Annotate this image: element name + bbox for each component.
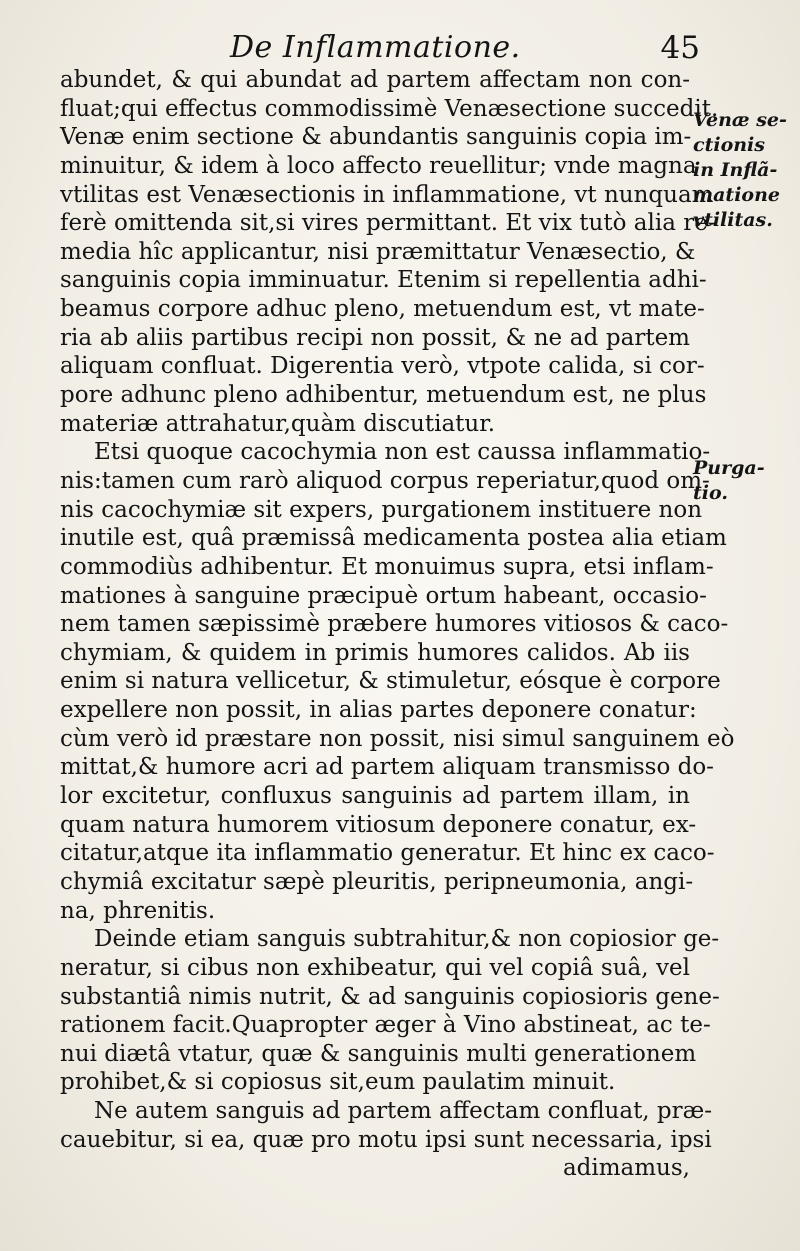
text-line: Deinde etiam sanguis subtrahitur,& non copiosior ge- (94, 926, 720, 953)
text-line: nui diætâ vtatur, quæ & sanguinis multi generationem (60, 1040, 697, 1067)
text-line: materiæ attrahatur,quàm discutiatur. (60, 410, 496, 437)
text-line: ferè omittenda sit,si vires permittant. Et vix tutò alia re- (60, 210, 716, 237)
text-line: enim si natura vellicetur, & stimuletur, eósque è corpore (60, 668, 721, 695)
text-line: Ne autem sanguis ad partem affectam confluat, præ- (94, 1098, 713, 1125)
text-line: media hîc applicantur, nisi præmittatur Venæsectio, & (60, 238, 696, 265)
text-line: substantiâ nimis nutrit, & ad sanguinis copiosioris gene- (60, 983, 720, 1010)
text-line: ria ab aliis partibus recipi non possit, & ne ad partem (60, 324, 690, 351)
text-line: lor excitetur, confluxus sanguinis ad partem illam, in (60, 783, 690, 810)
text-line: commodiùs adhibentur. Et monuimus supra, etsi inflam- (60, 553, 714, 580)
text-line: fluat;qui effectus commodissimè Venæsectione succedit. (60, 95, 719, 122)
text-line: cùm verò id præstare non possit, nisi simul sanguinem eò (60, 725, 735, 752)
text-line: mationes à sanguine præcipuè ortum habeant, occasio- (60, 582, 707, 609)
text-line: nis cacochymiæ sit expers, purgationem instituere non (60, 496, 703, 523)
margin-note-line: Venæ se- (693, 109, 787, 131)
text-line: beamus corpore adhuc pleno, metuendum est, vt mate- (60, 296, 705, 323)
text-line: expellere non possit, in alias partes deponere conatur: (60, 697, 697, 724)
text-line: adimamus, (562, 1155, 690, 1182)
text-line: sanguinis copia imminuatur. Etenim si repellentia adhi- (60, 267, 707, 294)
margin-note-line: vtilitas. (693, 209, 773, 231)
text-line: aliquam confluat. Digerentia verò, vtpote calida, si cor- (60, 353, 705, 380)
page-number: 45 (660, 30, 700, 66)
text-line: na, phrenitis. (60, 897, 216, 924)
running-title: De Inflammatione. (230, 30, 521, 65)
text-line: minuitur, & idem à loco affecto reuellitur; vnde magna (60, 152, 697, 179)
margin-note-line: tio. (693, 482, 728, 504)
text-line: pore adhunc pleno adhibentur, metuendum est, ne plus (60, 382, 707, 409)
text-line: prohibet,& si copiosus sit,eum paulatim minuit. (60, 1069, 616, 1096)
text-line: inutile est, quâ præmissâ medicamenta postea alia etiam (60, 525, 727, 552)
margin-note-line: ctionis (693, 134, 765, 156)
text-line: cauebitur, si ea, quæ pro motu ipsi sunt necessaria, ipsi (60, 1126, 712, 1153)
text-line: Venæ enim sectione & abundantis sanguinis copia im- (60, 124, 692, 151)
margin-note-line: in Inflã- (693, 159, 778, 181)
text-line: citatur,atque ita inflammatio generatur. Et hinc ex caco- (60, 840, 715, 867)
text-line: chymiam, & quidem in primis humores calidos. Ab iis (60, 639, 690, 666)
text-line: abundet, & qui abundat ad partem affectam non con- (60, 67, 690, 93)
margin-note-line: matione (693, 184, 780, 206)
text-line: vtilitas est Venæsectionis in inflammatione, vt nunquam (60, 181, 714, 208)
text-line: nem tamen sæpissimè præbere humores vitiosos & caco- (60, 611, 729, 638)
text-line: mittat,& humore acri ad partem aliquam transmisso do- (60, 754, 714, 781)
text-line: neratur, si cibus non exhibeatur, qui vel copiâ suâ, vel (60, 954, 690, 981)
text-line: nis:tamen cum rarò aliquod corpus reperiatur,quod om- (60, 467, 710, 494)
margin-note-line: Purga- (693, 457, 765, 479)
margin-note-venaesectio (693, 108, 793, 233)
text-line: chymiâ excitatur sæpè pleuritis, peripneumonia, angi- (60, 868, 694, 895)
text-line: Etsi quoque cacochymia non est caussa inflammatio- (94, 439, 711, 466)
text-line: quam natura humorem vitiosum deponere conatur, ex- (60, 811, 697, 838)
body-text (60, 66, 735, 1183)
margin-note-purgatio (693, 456, 793, 506)
text-line: rationem facit.Quapropter æger à Vino abstineat, ac te- (60, 1012, 711, 1039)
